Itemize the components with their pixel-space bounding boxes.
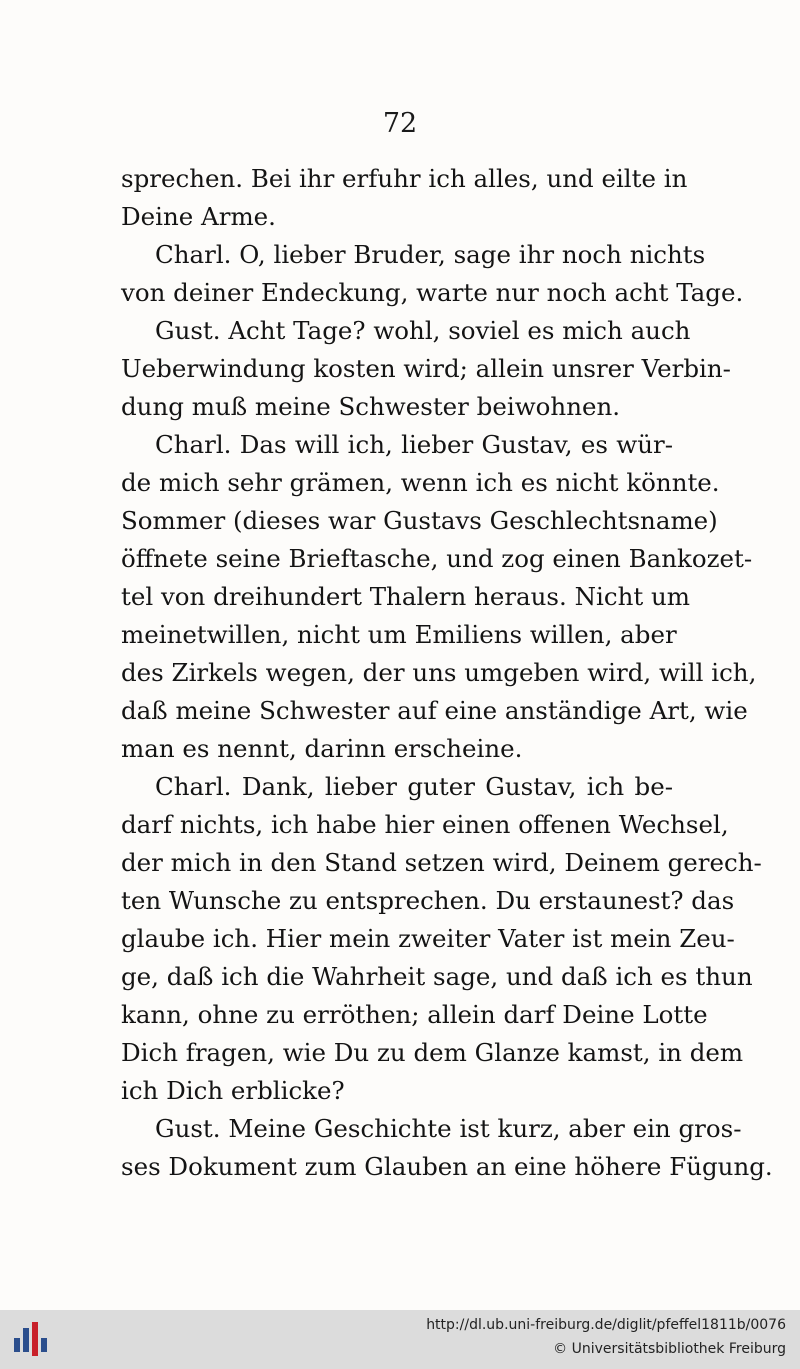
page-number: 72 bbox=[382, 108, 418, 139]
permalink-url[interactable]: http://dl.ub.uni-freiburg.de/diglit/pfeffel1811b/0076 bbox=[426, 1317, 786, 1333]
text-line: Gust. Acht Tage? wohl, soviel es mich auch bbox=[155, 316, 691, 345]
text-line: ich Dich erblicke? bbox=[121, 1076, 345, 1105]
page-text bbox=[121, 160, 773, 1186]
text-line: kann, ohne zu erröthen; allein darf Deine Lotte bbox=[121, 1000, 708, 1029]
text-line: darf nichts, ich habe hier einen offenen Wechsel, bbox=[121, 810, 729, 839]
text-line: Charl. O, lieber Bruder, sage ihr noch nichts bbox=[155, 240, 706, 269]
text-line: ge, daß ich die Wahrheit sage, und daß ich es thun bbox=[121, 962, 753, 991]
text-line: Gust. Meine Geschichte ist kurz, aber ein gros- bbox=[155, 1114, 742, 1143]
ub-freiburg-logo-icon[interactable] bbox=[14, 1322, 48, 1360]
text-line: tel von dreihundert Thalern heraus. Nicht um bbox=[121, 582, 691, 611]
text-line: meinetwillen, nicht um Emiliens willen, aber bbox=[121, 620, 677, 649]
text-line: Charl. Das will ich, lieber Gustav, es wür- bbox=[155, 430, 673, 459]
text-line: der mich in den Stand setzen wird, Deinem gerech- bbox=[121, 848, 762, 877]
text-line: sprechen. Bei ihr erfuhr ich alles, und eilte in bbox=[121, 164, 688, 193]
text-line: öffnete seine Brieftasche, und zog einen Bankozet- bbox=[121, 544, 753, 573]
text-line: daß meine Schwester auf eine anständige Art, wie bbox=[121, 696, 748, 725]
text-line: Deine Arme. bbox=[121, 202, 276, 231]
text-line: von deiner Endeckung, warte nur noch acht Tage. bbox=[121, 278, 744, 307]
text-line: man es nennt, darinn erscheine. bbox=[121, 734, 523, 763]
text-line: des Zirkels wegen, der uns umgeben wird, will ich, bbox=[121, 658, 757, 687]
text-line: glaube ich. Hier mein zweiter Vater ist mein Zeu- bbox=[121, 924, 735, 953]
text-line: ten Wunsche zu entsprechen. Du erstaunest? das bbox=[121, 886, 735, 915]
text-line: Dich fragen, wie Du zu dem Glanze kamst, in dem bbox=[121, 1038, 744, 1067]
text-line: Ueberwindung kosten wird; allein unsrer Verbin- bbox=[121, 354, 731, 383]
footer-bar bbox=[0, 1310, 800, 1369]
text-line: Sommer (dieses war Gustavs Geschlechtsname) bbox=[121, 506, 718, 535]
copyright-notice: © Universitätsbibliothek Freiburg bbox=[553, 1341, 786, 1357]
text-line: de mich sehr grämen, wenn ich es nicht könnte. bbox=[121, 468, 720, 497]
text-line: Charl. Dank, lieber guter Gustav, ich be- bbox=[155, 772, 673, 801]
text-line: dung muß meine Schwester beiwohnen. bbox=[121, 392, 621, 421]
text-line: ses Dokument zum Glauben an eine höhere Fügung. bbox=[121, 1152, 773, 1181]
